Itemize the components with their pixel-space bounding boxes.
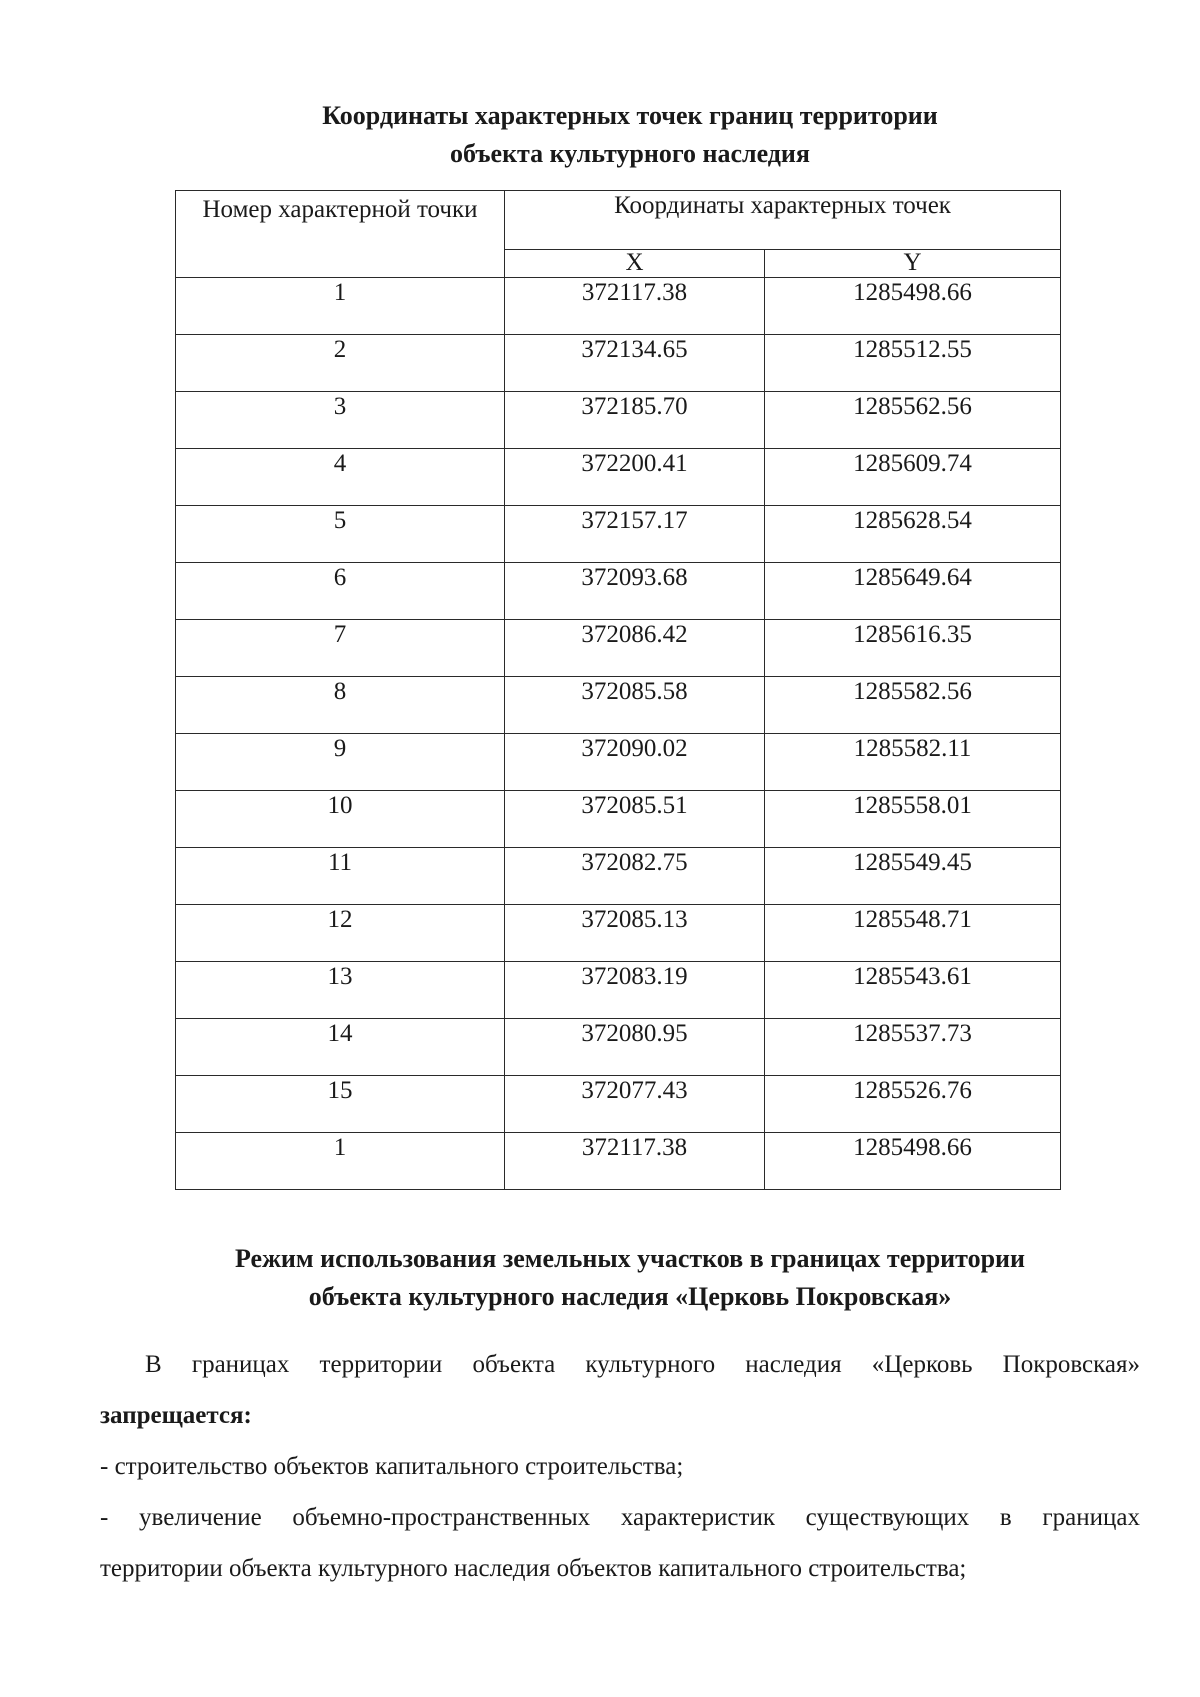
- header-y: Y: [765, 250, 1061, 278]
- header-coordinates: Координаты характерных точек: [505, 191, 1061, 250]
- forbidden-label: запрещается:: [100, 1402, 252, 1429]
- x-coordinate-cell: 372117.38: [505, 1133, 765, 1190]
- x-coordinate-cell: 372117.38: [505, 278, 765, 335]
- table-row: [176, 848, 1061, 905]
- x-coordinate-cell: 372080.95: [505, 1019, 765, 1076]
- y-coordinate-cell: 1285548.71: [765, 905, 1061, 962]
- table-row: [176, 563, 1061, 620]
- coordinates-table: [175, 190, 1061, 1190]
- forbidden-item-construction: - строительство объектов капитального строительства;: [100, 1453, 684, 1480]
- y-coordinate-cell: 1285562.56: [765, 392, 1061, 449]
- x-coordinate-cell: 372090.02: [505, 734, 765, 791]
- y-coordinate-cell: 1285582.11: [765, 734, 1061, 791]
- x-coordinate-cell: 372077.43: [505, 1076, 765, 1133]
- y-coordinate-cell: 1285616.35: [765, 620, 1061, 677]
- table-row: [176, 1133, 1061, 1190]
- point-number-cell: 8: [176, 677, 505, 734]
- header-point-number: Номер характерной точки: [176, 191, 505, 278]
- table-row: [176, 335, 1061, 392]
- x-coordinate-cell: 372200.41: [505, 449, 765, 506]
- table-row: [176, 449, 1061, 506]
- x-coordinate-cell: 372086.42: [505, 620, 765, 677]
- intro-paragraph: В границах территории объекта культурного наследия «Церковь Покровская»: [145, 1351, 1140, 1378]
- regime-heading: [0, 1240, 1200, 1316]
- point-number-cell: 4: [176, 449, 505, 506]
- point-number-cell: 9: [176, 734, 505, 791]
- x-coordinate-cell: 372082.75: [505, 848, 765, 905]
- point-number-cell: 11: [176, 848, 505, 905]
- forbidden-item-enlargement-line1: - увеличение объемно-пространственных характеристик существующих в границах: [100, 1504, 1140, 1531]
- table-row: [176, 905, 1061, 962]
- table-row: [176, 791, 1061, 848]
- point-number-cell: 1: [176, 278, 505, 335]
- point-number-cell: 1: [176, 1133, 505, 1190]
- y-coordinate-cell: 1285582.56: [765, 677, 1061, 734]
- y-coordinate-cell: 1285498.66: [765, 278, 1061, 335]
- point-number-cell: 14: [176, 1019, 505, 1076]
- table-row: [176, 620, 1061, 677]
- y-coordinate-cell: 1285543.61: [765, 962, 1061, 1019]
- table-row: [176, 677, 1061, 734]
- x-coordinate-cell: 372085.13: [505, 905, 765, 962]
- point-number-cell: 7: [176, 620, 505, 677]
- y-coordinate-cell: 1285628.54: [765, 506, 1061, 563]
- table-row: [176, 392, 1061, 449]
- y-coordinate-cell: 1285498.66: [765, 1133, 1061, 1190]
- x-coordinate-cell: 372083.19: [505, 962, 765, 1019]
- x-coordinate-cell: 372085.58: [505, 677, 765, 734]
- y-coordinate-cell: 1285537.73: [765, 1019, 1061, 1076]
- x-coordinate-cell: 372093.68: [505, 563, 765, 620]
- y-coordinate-cell: 1285512.55: [765, 335, 1061, 392]
- x-coordinate-cell: 372185.70: [505, 392, 765, 449]
- point-number-cell: 3: [176, 392, 505, 449]
- point-number-cell: 12: [176, 905, 505, 962]
- point-number-cell: 15: [176, 1076, 505, 1133]
- point-number-cell: 2: [176, 335, 505, 392]
- coordinates-heading-line1: Координаты характерных точек границ территории: [322, 101, 938, 130]
- point-number-cell: 10: [176, 791, 505, 848]
- y-coordinate-cell: 1285558.01: [765, 791, 1061, 848]
- coordinates-heading-line2: объекта культурного наследия: [450, 139, 810, 168]
- point-number-cell: 13: [176, 962, 505, 1019]
- point-number-cell: 5: [176, 506, 505, 563]
- table-row: [176, 1076, 1061, 1133]
- point-number-cell: 6: [176, 563, 505, 620]
- x-coordinate-cell: 372134.65: [505, 335, 765, 392]
- x-coordinate-cell: 372085.51: [505, 791, 765, 848]
- table-row: [176, 506, 1061, 563]
- y-coordinate-cell: 1285549.45: [765, 848, 1061, 905]
- regime-heading-line1: Режим использования земельных участков в границах территории: [234, 1244, 1025, 1273]
- coordinates-heading: [0, 97, 1200, 173]
- y-coordinate-cell: 1285609.74: [765, 449, 1061, 506]
- header-x: X: [505, 250, 765, 278]
- table-row: [176, 962, 1061, 1019]
- table-row: [176, 1019, 1061, 1076]
- table-row: [176, 278, 1061, 335]
- y-coordinate-cell: 1285526.76: [765, 1076, 1061, 1133]
- table-row: [176, 734, 1061, 791]
- y-coordinate-cell: 1285649.64: [765, 563, 1061, 620]
- x-coordinate-cell: 372157.17: [505, 506, 765, 563]
- regime-heading-line2: объекта культурного наследия «Церковь Покровская»: [308, 1282, 952, 1311]
- coordinates-table-body: [176, 278, 1061, 1190]
- forbidden-item-enlargement-line2: территории объекта культурного наследия объектов капитального строительства;: [100, 1555, 967, 1582]
